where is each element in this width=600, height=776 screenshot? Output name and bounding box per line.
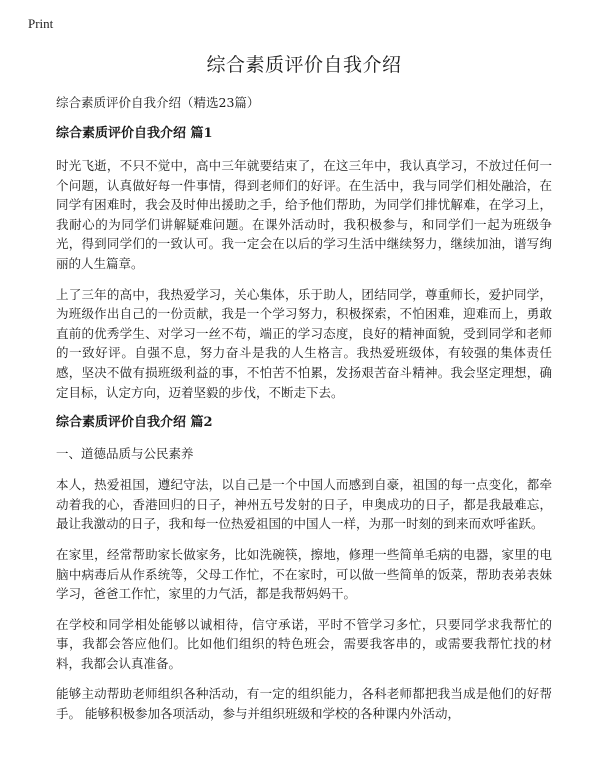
paragraph: 本人，热爱祖国，遵纪守法，以自己是一个中国人而感到自豪，祖国的每一点变化，都牵动着我的心，香港回归的日子，神州五号发射的日子，申奥成功的日子，都是我最难忘，最让我激动的日子，我和每一位热爱祖国的中国人一样，为那一时刻的到来而欢呼雀跃。 — [56, 477, 552, 532]
section-1 — [56, 124, 552, 402]
section-heading: 综合素质评价自我介绍 篇2 — [56, 415, 213, 431]
document-page — [56, 52, 552, 735]
paragraph: 上了三年的高中，我热爱学习，关心集体，乐于助人，团结同学，尊重师长，爱护同学，为班级作出自己的一份贡献，我是一个学习努力，积极探索，不怕困难，迎难而上，勇敢直前的优秀学生、对学习一丝不苟，端正的学习态度，良好的精神面貌，受到同学和老师的一致好评。自强不息，努力奋斗是我的人生格言。我热爱班级体，有较强的集体责任感，坚决不做有损班级利益的事，不怕苦不怕累，发扬艰苦奋斗精神。我会坚定理想，确定目标，认定方向，迈着坚毅的步伐，不断走下去。 — [56, 286, 552, 400]
paragraph: 时光飞逝，不只不觉中，高中三年就要结束了，在这三年中，我认真学习，不放过任何一个问题，认真做好每一件事情，得到老师们的好评。在生活中，我与同学们相处融洽，在同学有困难时，我会及时伸出援助之手，给予他们帮助，为同学们排忧解难，在学习上，我耐心的为同学们讲解疑难问题。在课外活动时，我积极参与，和同学们一起为班级争光，得到同学们的一致认可。我一定会在以后的学习生活中继续努力，继续加油，谱写绚丽的人生篇章。 — [56, 158, 552, 271]
paragraph: 在学校和同学相处能够以诚相待，信守承诺，平时不管学习多忙，只要同学求我帮忙的事，我都会答应他们。比如他们组织的特色班会，需要我客串的，或需要我帮忙找的材料，我都会认真准备。 — [56, 616, 552, 671]
section-heading: 综合素质评价自我介绍 篇1 — [56, 126, 213, 141]
document-title: 综合素质评价自我介绍 — [206, 54, 402, 76]
section-2 — [56, 413, 552, 724]
paragraph: 在家里，经常帮助家长做家务，比如洗碗筷，擦地，修理一些简单毛病的电器，家里的电脑中病毒后从作系统等，父母工作忙，不在家时，可以做一些简单的饭菜，帮助表弟表妹学习，爸爸工作忙，家里的力气活，都是我帮妈妈干。 — [56, 546, 552, 602]
document-subtitle: 综合素质评价自我介绍（精选23篇） — [56, 95, 260, 110]
paragraph: 能够主动帮助老师组织各种活动，有一定的组织能力，各科老师都把我当成是他们的好帮手。 能够积极参加各项活动，参与并组织班级和学校的各种课内外活动， — [56, 686, 552, 722]
print-link[interactable]: Print — [28, 16, 54, 31]
section-subheading: 一、道德品质与公民素养 — [56, 446, 194, 462]
